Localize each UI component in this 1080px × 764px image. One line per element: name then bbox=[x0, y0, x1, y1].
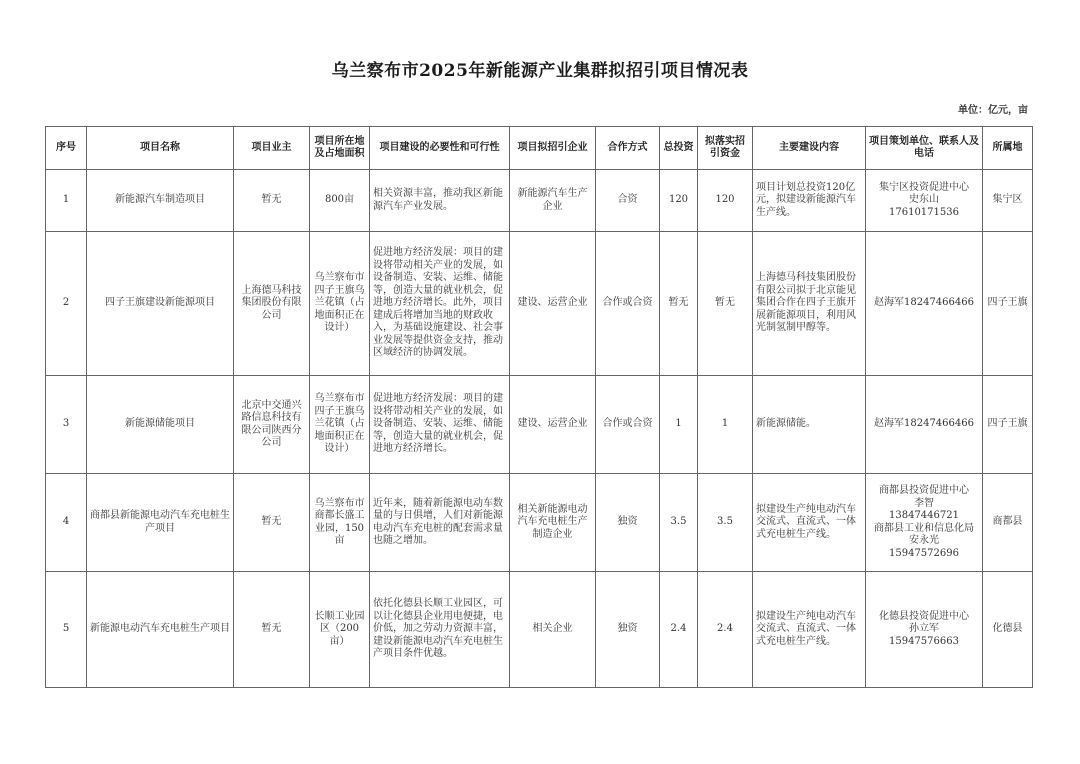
cell-cooperation: 合资 bbox=[596, 170, 660, 232]
cell-contact: 赵海军18247466466 bbox=[866, 376, 983, 474]
cell-total-investment: 暂无 bbox=[660, 232, 698, 376]
cell-cooperation: 独资 bbox=[596, 572, 660, 688]
cell-no: 4 bbox=[46, 474, 87, 572]
cell-region: 四子王旗 bbox=[983, 376, 1033, 474]
cell-total-investment: 1 bbox=[660, 376, 698, 474]
header-total-investment: 总投资 bbox=[660, 127, 698, 170]
cell-region: 四子王旗 bbox=[983, 232, 1033, 376]
header-target-enterprise: 项目拟招引企业 bbox=[510, 127, 596, 170]
cell-contact: 商都县投资促进中心 李智 13847446721 商都县工业和信息化局 安永光 15947572696 bbox=[866, 474, 983, 572]
cell-necessity: 近年来，随着新能源电动车数量的与日俱增，人们对新能源电动汽车充电桩的配套需求量也随之增加。 bbox=[370, 474, 510, 572]
cell-funds: 3.5 bbox=[698, 474, 753, 572]
cell-owner: 北京中交通兴路信息科技有限公司陕西分公司 bbox=[234, 376, 310, 474]
header-funds: 拟落实招引资金 bbox=[698, 127, 753, 170]
cell-location: 800亩 bbox=[310, 170, 370, 232]
cell-content: 项目计划总投资120亿元，拟建设新能源汽车生产线。 bbox=[753, 170, 866, 232]
cell-location: 长顺工业园区（200亩） bbox=[310, 572, 370, 688]
header-location: 项目所在地及占地面积 bbox=[310, 127, 370, 170]
cell-no: 2 bbox=[46, 232, 87, 376]
cell-contact: 赵海军18247466466 bbox=[866, 232, 983, 376]
cell-total-investment: 2.4 bbox=[660, 572, 698, 688]
table-row bbox=[46, 572, 1033, 688]
table-row bbox=[46, 232, 1033, 376]
cell-owner: 上海德马科技集团股份有限公司 bbox=[234, 232, 310, 376]
cell-necessity: 促进地方经济发展：项目的建设将带动相关产业的发展，如设备制造、安装、运维、储能等，创造大量的就业机会，促进地方经济增长。此外，项目建成后将增加当地的财政收入，为基础设施建设、社会事业发展等提供资金支持，推动区域经济的协调发展。 bbox=[370, 232, 510, 376]
cell-funds: 暂无 bbox=[698, 232, 753, 376]
cell-content: 拟建设生产纯电动汽车交流式、直流式、一体式充电桩生产线。 bbox=[753, 572, 866, 688]
cell-name: 新能源电动汽车充电桩生产项目 bbox=[87, 572, 234, 688]
cell-contact: 集宁区投资促进中心 史东山 17610171536 bbox=[866, 170, 983, 232]
cell-name: 新能源汽车制造项目 bbox=[87, 170, 234, 232]
header-name: 项目名称 bbox=[87, 127, 234, 170]
cell-owner: 暂无 bbox=[234, 474, 310, 572]
header-no: 序号 bbox=[46, 127, 87, 170]
cell-cooperation: 独资 bbox=[596, 474, 660, 572]
cell-owner: 暂无 bbox=[234, 170, 310, 232]
cell-region: 化德县 bbox=[983, 572, 1033, 688]
document-title: 乌兰察布市2025年新能源产业集群拟招引项目情况表 bbox=[331, 61, 749, 81]
table-row bbox=[46, 376, 1033, 474]
cell-no: 1 bbox=[46, 170, 87, 232]
cell-cooperation: 合作或合资 bbox=[596, 376, 660, 474]
cell-content: 新能源储能。 bbox=[753, 376, 866, 474]
cell-content: 上海德马科技集团股份有限公司拟于北京能见集团合作在四子王旗开展新能源项目，利用风光制氢制甲醇等。 bbox=[753, 232, 866, 376]
cell-region: 商都县 bbox=[983, 474, 1033, 572]
header-owner: 项目业主 bbox=[234, 127, 310, 170]
cell-no: 3 bbox=[46, 376, 87, 474]
cell-name: 商都县新能源电动汽车充电桩生产项目 bbox=[87, 474, 234, 572]
cell-no: 5 bbox=[46, 572, 87, 688]
projects-table bbox=[45, 126, 1033, 688]
table-header-row bbox=[46, 127, 1033, 170]
cell-funds: 2.4 bbox=[698, 572, 753, 688]
cell-location: 乌兰察布市四子王旗乌兰花镇（占地面积正在设计） bbox=[310, 232, 370, 376]
cell-cooperation: 合作或合资 bbox=[596, 232, 660, 376]
cell-necessity: 依托化德县长顺工业园区，可以让化德县企业用电便捷，电价低，加之劳动力资源丰富，建设新能源电动汽车充电桩生产项目条件优越。 bbox=[370, 572, 510, 688]
table-row bbox=[46, 474, 1033, 572]
cell-funds: 1 bbox=[698, 376, 753, 474]
cell-name: 四子王旗建设新能源项目 bbox=[87, 232, 234, 376]
cell-target-enterprise: 建设、运营企业 bbox=[510, 376, 596, 474]
table-row bbox=[46, 170, 1033, 232]
header-content: 主要建设内容 bbox=[753, 127, 866, 170]
cell-necessity: 促进地方经济发展：项目的建设将带动相关产业的发展，如设备制造、安装、运维、储能等，创造大量的就业机会，促进地方经济增长。 bbox=[370, 376, 510, 474]
header-contact: 项目策划单位、联系人及电话 bbox=[866, 127, 983, 170]
cell-total-investment: 3.5 bbox=[660, 474, 698, 572]
cell-target-enterprise: 新能源汽车生产企业 bbox=[510, 170, 596, 232]
cell-total-investment: 120 bbox=[660, 170, 698, 232]
cell-target-enterprise: 建设、运营企业 bbox=[510, 232, 596, 376]
cell-target-enterprise: 相关企业 bbox=[510, 572, 596, 688]
cell-funds: 120 bbox=[698, 170, 753, 232]
cell-location: 乌兰察布市商都长盛工业园，150亩 bbox=[310, 474, 370, 572]
cell-owner: 暂无 bbox=[234, 572, 310, 688]
cell-target-enterprise: 相关新能源电动汽车充电桩生产制造企业 bbox=[510, 474, 596, 572]
cell-name: 新能源储能项目 bbox=[87, 376, 234, 474]
cell-necessity: 相关资源丰富，推动我区新能源汽车产业发展。 bbox=[370, 170, 510, 232]
cell-location: 乌兰察布市四子王旗乌兰花镇（占地面积正在设计） bbox=[310, 376, 370, 474]
header-region: 所属地 bbox=[983, 127, 1033, 170]
cell-content: 拟建设生产纯电动汽车交流式、直流式、一体式充电桩生产线。 bbox=[753, 474, 866, 572]
unit-label: 单位：亿元，亩 bbox=[958, 105, 1028, 116]
cell-region: 集宁区 bbox=[983, 170, 1033, 232]
header-cooperation: 合作方式 bbox=[596, 127, 660, 170]
header-necessity: 项目建设的必要性和可行性 bbox=[370, 127, 510, 170]
cell-contact: 化德县投资促进中心 孙立军 15947576663 bbox=[866, 572, 983, 688]
